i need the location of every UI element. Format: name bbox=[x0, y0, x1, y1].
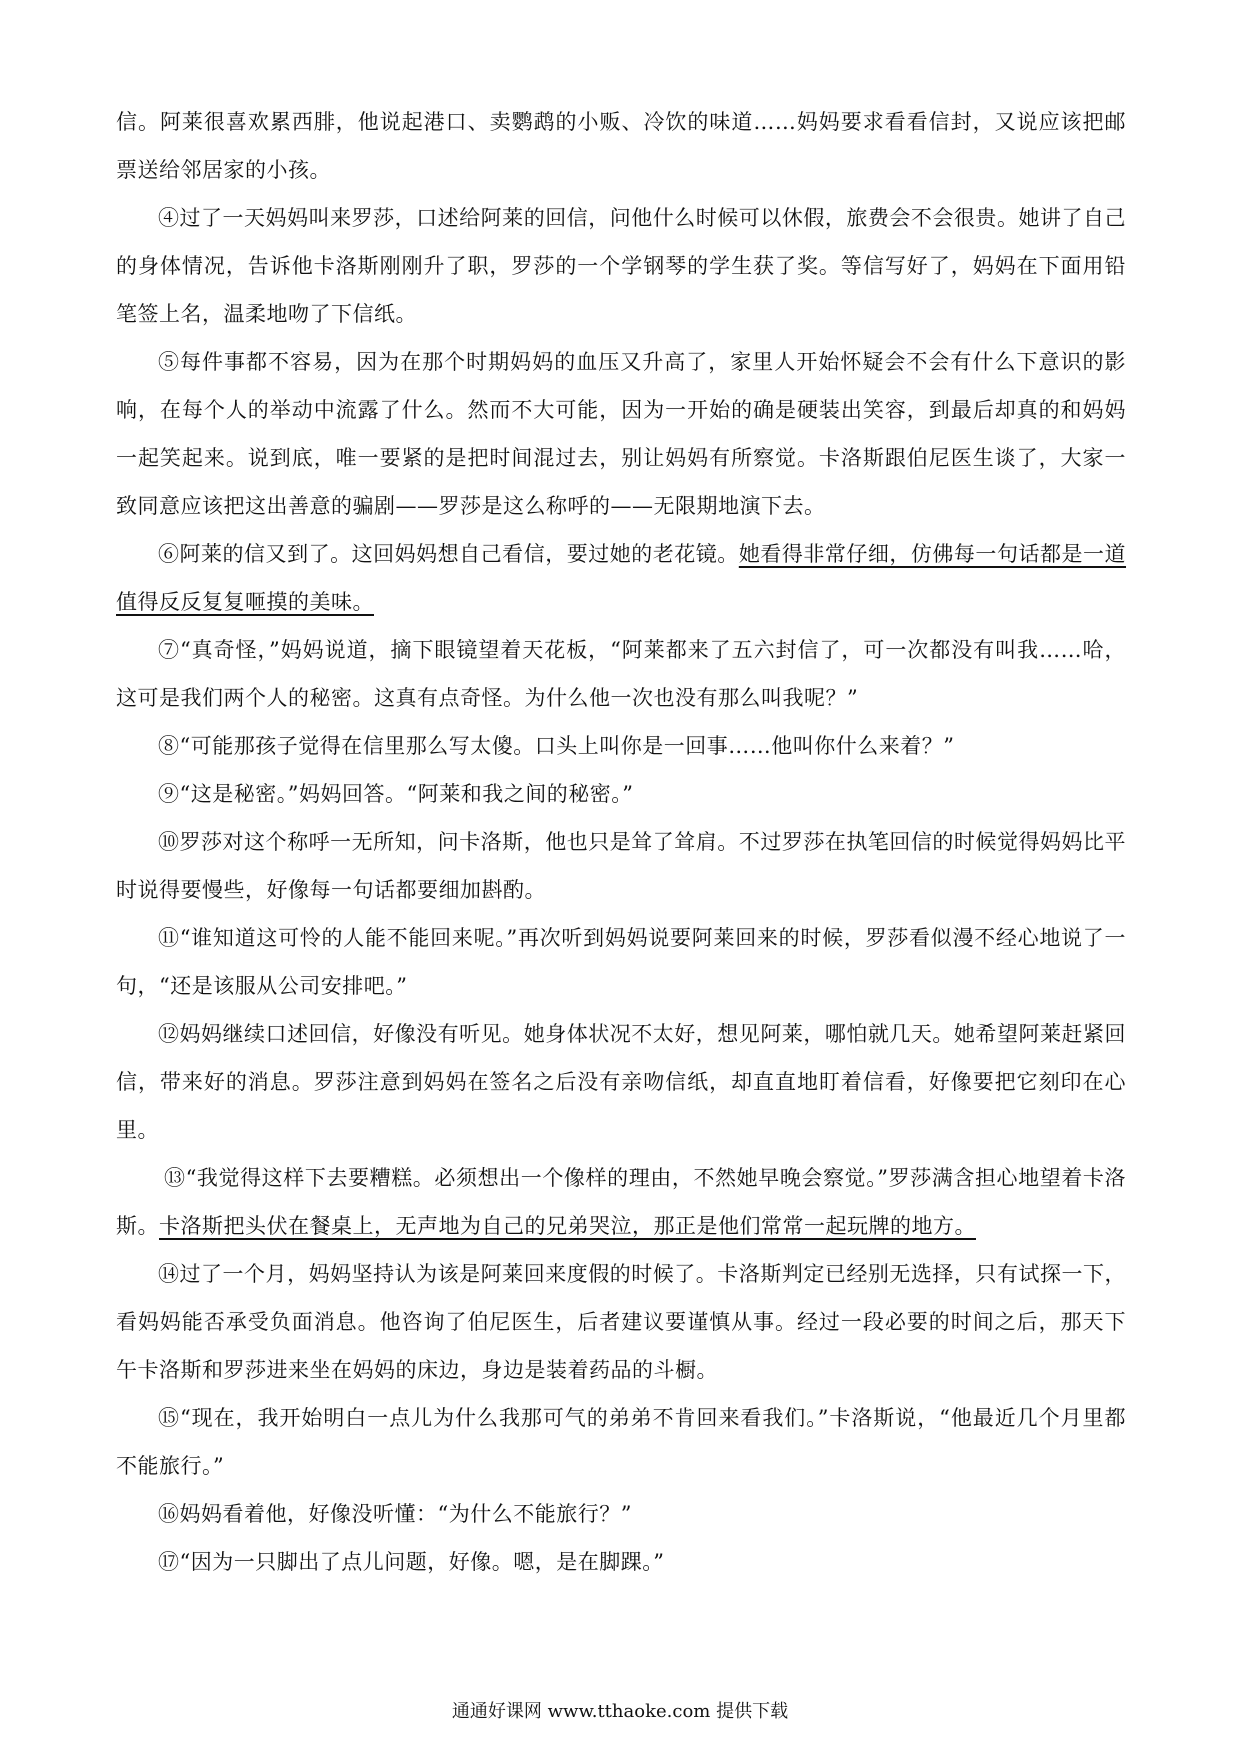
paragraph-text: ⑩罗莎对这个称呼一无所知，问卡洛斯，他也只是耸了耸肩。不过罗莎在执笔回信的时候觉得妈妈比平时说得要慢些，好像每一句话都要细加斟酌。 bbox=[116, 830, 1126, 902]
paragraph-p10 bbox=[116, 818, 1126, 914]
paragraph-text: ⑬“我觉得这样下去要糟糕。必须想出一个像样的理由，不然她早晚会察觉。”罗莎满含担心地望着卡洛斯。 bbox=[116, 1166, 1126, 1238]
paragraph-text: ⑥阿莱的信又到了。这回妈妈想自己看信，要过她的老花镜。 bbox=[158, 542, 739, 566]
page-footer: 通通好课网 www.tthaoke.com 提供下载 bbox=[451, 1701, 789, 1722]
paragraph-text: ⑮“现在，我开始明白一点儿为什么我那可气的弟弟不肯回来看我们。”卡洛斯说，“他最近几个月里都不能旅行。” bbox=[116, 1406, 1126, 1478]
paragraph-p13 bbox=[116, 1154, 1126, 1250]
paragraph-text: ⑰“因为一只脚出了点儿问题，好像。嗯，是在脚踝。” bbox=[158, 1550, 665, 1574]
paragraph-text: ⑯妈妈看着他，好像没听懂：“为什么不能旅行？” bbox=[158, 1502, 632, 1526]
paragraph-text: ⑦“真奇怪，”妈妈说道，摘下眼镜望着天花板，“阿莱都来了五六封信了，可一次都没有叫我……哈，这可是我们两个人的秘密。这真有点奇怪。为什么他一次也没有那么叫我呢？” bbox=[116, 638, 1126, 710]
paragraph-p14 bbox=[116, 1250, 1126, 1394]
paragraph-p7 bbox=[116, 626, 1126, 722]
paragraph-text: ⑨“这是秘密。”妈妈回答。“阿莱和我之间的秘密。” bbox=[158, 782, 634, 806]
paragraph-p4 bbox=[116, 194, 1126, 338]
paragraph-text: ⑭过了一个月，妈妈坚持认为该是阿莱回来度假的时候了。卡洛斯判定已经别无选择，只有试探一下，看妈妈能否承受负面消息。他咨询了伯尼医生，后者建议要谨慎从事。经过一段必要的时间之后，那天下午卡洛斯和罗莎进来坐在妈妈的床边，身边是装着药品的斗橱。 bbox=[116, 1262, 1126, 1382]
paragraph-p15 bbox=[116, 1394, 1126, 1490]
paragraph-text: ⑫妈妈继续口述回信，好像没有听见。她身体状况不太好，想见阿莱，哪怕就几天。她希望阿莱赶紧回信，带来好的消息。罗莎注意到妈妈在签名之后没有亲吻信纸，却直直地盯着信看，好像要把它刻印在心里。 bbox=[116, 1022, 1126, 1142]
underlined-sentence: 她看得非常仔细，仿佛每一句话都是一道值得反反复复咂摸的美味。 bbox=[116, 542, 1127, 614]
paragraph-p8 bbox=[116, 722, 1126, 770]
article-body bbox=[116, 98, 1126, 1586]
paragraph-text: ④过了一天妈妈叫来罗莎，口述给阿莱的回信，问他什么时候可以休假，旅费会不会很贵。她讲了自己的身体情况，告诉他卡洛斯刚刚升了职，罗莎的一个学钢琴的学生获了奖。等信写好了，妈妈在下面用铅笔签上名，温柔地吻了下信纸。 bbox=[116, 206, 1126, 326]
paragraph-p6 bbox=[116, 530, 1126, 626]
paragraph-p0 bbox=[116, 98, 1126, 194]
paragraph-text: ⑤每件事都不容易，因为在那个时期妈妈的血压又升高了，家里人开始怀疑会不会有什么下意识的影响，在每个人的举动中流露了什么。然而不大可能，因为一开始的确是硬装出笑容，到最后却真的和妈妈一起笑起来。说到底，唯一要紧的是把时间混过去，别让妈妈有所察觉。卡洛斯跟伯尼医生谈了，大家一致同意应该把这出善意的骗剧——罗莎是这么称呼的——无限期地演下去。 bbox=[116, 350, 1126, 518]
paragraph-p11 bbox=[116, 914, 1126, 1010]
underlined-sentence: 卡洛斯把头伏在餐桌上，无声地为自己的兄弟哭泣，那正是他们常常一起玩牌的地方。 bbox=[159, 1214, 976, 1238]
paragraph-p12 bbox=[116, 1010, 1126, 1154]
paragraph-p5 bbox=[116, 338, 1126, 530]
paragraph-p16 bbox=[116, 1490, 1126, 1538]
paragraph-p9 bbox=[116, 770, 1126, 818]
paragraph-text: ⑧“可能那孩子觉得在信里那么写太傻。口头上叫你是一回事……他叫你什么来着？” bbox=[158, 734, 955, 758]
paragraph-p17 bbox=[116, 1538, 1126, 1586]
paragraph-text: ⑪“谁知道这可怜的人能不能回来呢。”再次听到妈妈说要阿莱回来的时候，罗莎看似漫不经心地说了一句，“还是该服从公司安排吧。” bbox=[116, 926, 1126, 998]
paragraph-text: 信。阿莱很喜欢累西腓，他说起港口、卖鹦鹉的小贩、冷饮的味道……妈妈要求看看信封，又说应该把邮票送给邻居家的小孩。 bbox=[116, 110, 1126, 182]
